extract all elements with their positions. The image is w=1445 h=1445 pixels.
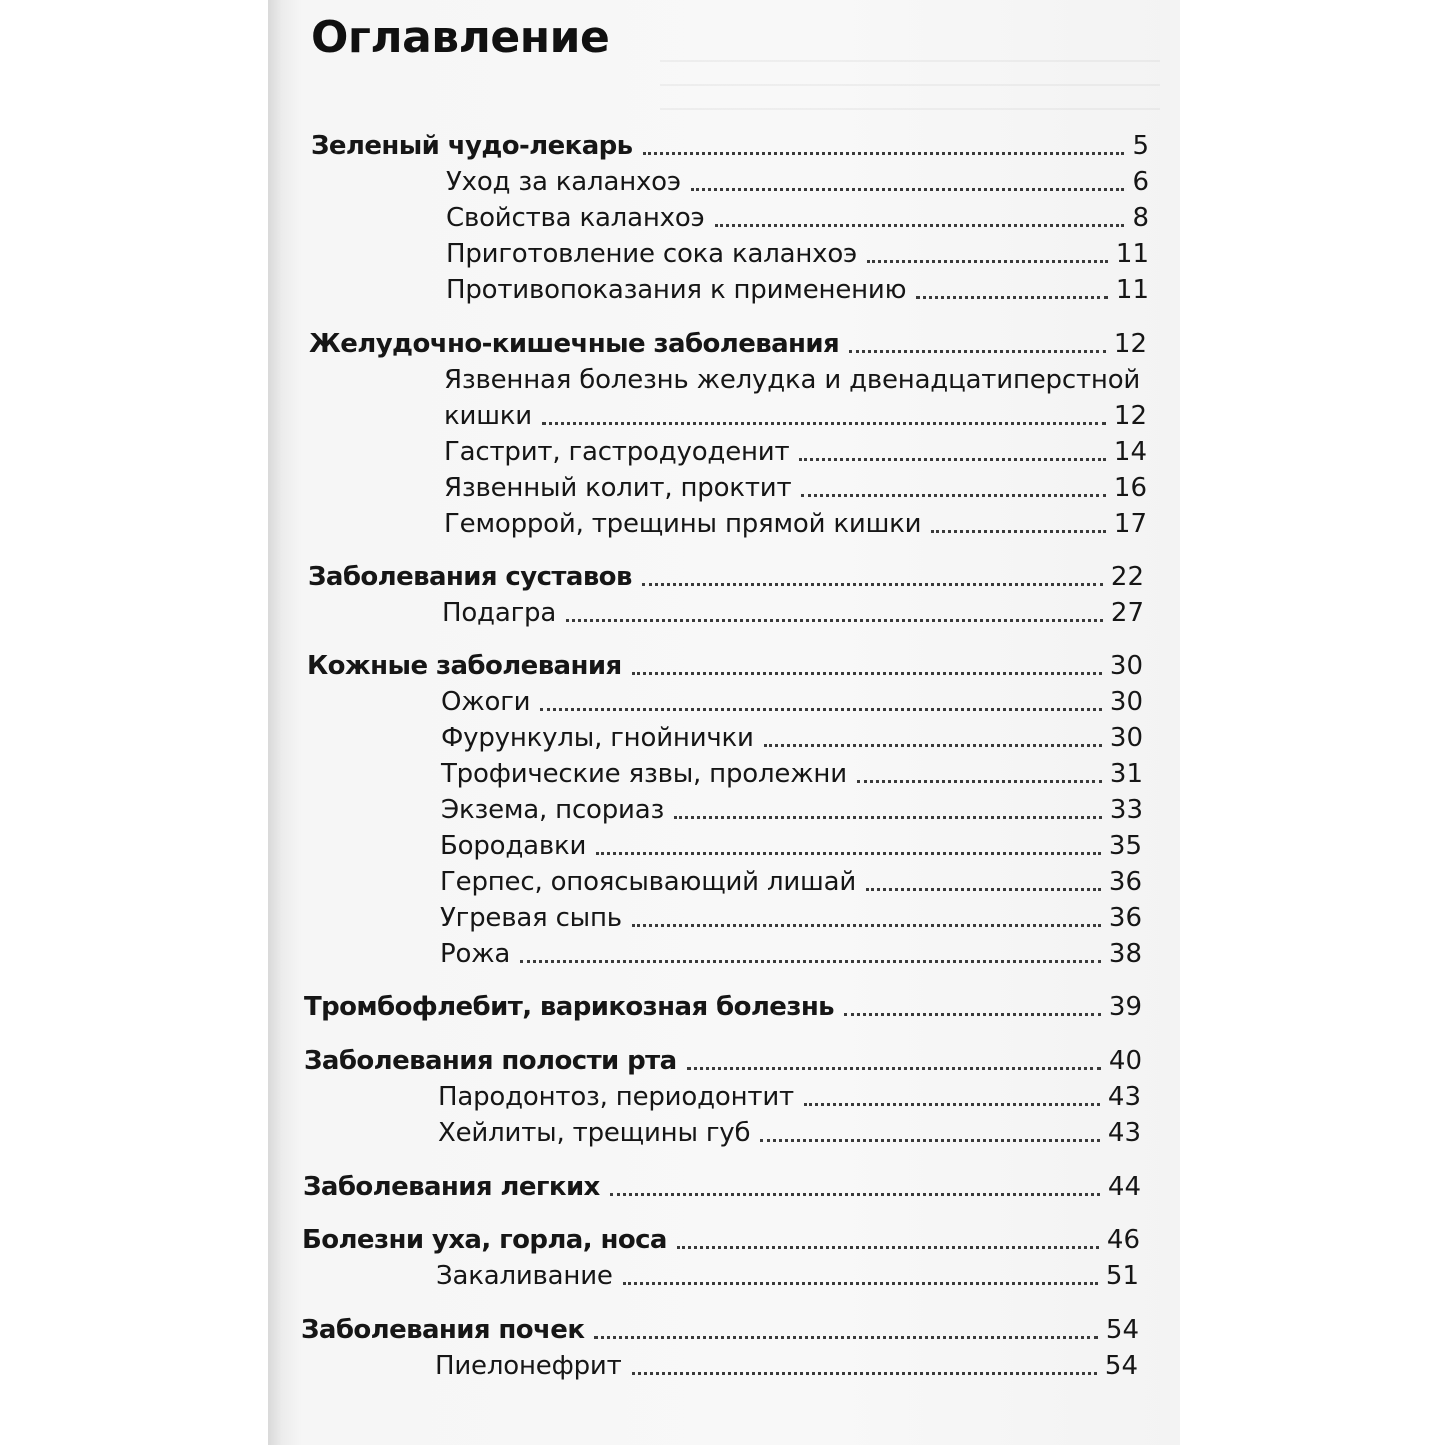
dot-leader — [594, 1336, 1098, 1339]
toc-entry-title: Подагра — [442, 598, 557, 628]
toc-entry-subsection[interactable] — [444, 396, 1147, 432]
dot-leader — [642, 583, 1103, 586]
toc-entry-title: Уход за каланхоэ — [446, 167, 681, 197]
toc-page-number: 27 — [1110, 598, 1144, 628]
toc-entry-section[interactable] — [307, 646, 1143, 682]
toc-page-number: 54 — [1104, 1351, 1138, 1381]
dot-leader — [542, 422, 1106, 425]
dot-leader — [849, 350, 1106, 353]
toc-entry-title: Кожные заболевания — [307, 651, 622, 681]
toc-entry-title: Свойства каланхоэ — [446, 203, 705, 233]
dot-leader — [866, 888, 1101, 891]
toc-entry-subsection[interactable] — [441, 718, 1143, 754]
toc-page-number: 36 — [1108, 867, 1142, 897]
dot-leader — [623, 1282, 1098, 1285]
toc-entry-title: Болезни уха, горла, носа — [302, 1225, 667, 1255]
dot-leader — [677, 1246, 1099, 1249]
toc-entry-subsection[interactable] — [438, 1077, 1141, 1113]
toc-entry-subsection[interactable] — [440, 934, 1142, 970]
toc-entry-title: Заболевания полости рта — [304, 1046, 677, 1076]
toc-entry-subsection[interactable] — [436, 1256, 1139, 1292]
toc-entry-subsection[interactable] — [444, 432, 1147, 468]
toc-entry-title: Геморрой, трещины прямой кишки — [444, 509, 922, 539]
toc-page-number: 8 — [1132, 203, 1149, 233]
toc-entry-title: Пародонтоз, периодонтит — [438, 1082, 794, 1112]
dot-leader — [801, 494, 1106, 497]
toc-entry-title: Тромбофлебит, варикозная болезнь — [304, 992, 835, 1022]
toc-entry-subsection[interactable] — [441, 754, 1143, 790]
toc-entry-section[interactable] — [303, 1167, 1141, 1203]
toc-page-number: 31 — [1109, 759, 1143, 789]
toc-entry-subsection[interactable] — [446, 270, 1149, 306]
toc-entry-title: Хейлиты, трещины губ — [438, 1118, 751, 1148]
dot-leader — [691, 188, 1125, 191]
toc-page-number: 30 — [1109, 687, 1143, 717]
toc-entry-subsection[interactable] — [440, 862, 1142, 898]
toc-entry-subsection[interactable] — [440, 898, 1142, 934]
toc-entry-title: Заболевания суставов — [308, 562, 632, 592]
toc-page-number: 12 — [1113, 329, 1147, 359]
dot-leader — [799, 458, 1105, 461]
toc-entry-title-line1: Язвенная болезнь желудка и двенадцатиперстной — [444, 365, 1141, 395]
dot-leader — [632, 924, 1101, 927]
toc-page-number: 51 — [1105, 1261, 1139, 1291]
dot-leader — [643, 152, 1125, 155]
toc-entry-section[interactable] — [302, 1220, 1140, 1256]
toc-page-number: 46 — [1106, 1225, 1140, 1255]
toc-page-number: 44 — [1107, 1172, 1141, 1202]
toc-page-number: 39 — [1108, 992, 1142, 1022]
toc-page-number: 36 — [1108, 903, 1142, 933]
toc-entry-title: Угревая сыпь — [440, 903, 622, 933]
toc-entry-title: Рожа — [440, 939, 511, 969]
toc-entry-subsection[interactable] — [444, 504, 1147, 540]
toc-page-number: 11 — [1115, 275, 1149, 305]
toc-page-number: 12 — [1113, 401, 1147, 431]
dot-leader — [596, 852, 1101, 855]
toc-entry-title: Гастрит, гастродуоденит — [444, 437, 790, 467]
toc-page-number: 22 — [1110, 562, 1144, 592]
toc-entry-title-line2: кишки — [444, 401, 532, 431]
dot-leader — [540, 708, 1102, 711]
dot-leader — [674, 816, 1102, 819]
toc-entry-subsection[interactable] — [440, 826, 1142, 862]
toc-page-number: 33 — [1109, 795, 1143, 825]
toc-entry-section[interactable] — [311, 126, 1149, 162]
toc-entry-subsection[interactable] — [438, 1113, 1141, 1149]
dot-leader — [867, 260, 1108, 263]
dot-leader — [916, 296, 1108, 299]
toc-entry-subsection[interactable] — [435, 1346, 1138, 1382]
dot-leader — [760, 1139, 1100, 1142]
toc-page-number: 40 — [1108, 1046, 1142, 1076]
toc-entry-title: Фурункулы, гнойнички — [441, 723, 754, 753]
dot-leader — [844, 1013, 1101, 1016]
dot-leader — [566, 619, 1103, 622]
toc-page-number: 38 — [1108, 939, 1142, 969]
toc-entry-title: Закаливание — [436, 1261, 613, 1291]
page-title: Оглавление — [311, 12, 610, 63]
toc-page-number: 35 — [1108, 831, 1142, 861]
toc-entry-title: Бородавки — [440, 831, 587, 861]
toc-entry-title: Заболевания почек — [301, 1315, 585, 1345]
dot-leader — [632, 1372, 1097, 1375]
toc-entry-title: Ожоги — [441, 687, 531, 717]
toc-entry-title: Желудочно-кишечные заболевания — [309, 329, 840, 359]
toc-entry-section[interactable] — [304, 987, 1142, 1023]
toc-page-number: 43 — [1107, 1082, 1141, 1112]
toc-page-number: 30 — [1109, 651, 1143, 681]
toc-page-number: 30 — [1109, 723, 1143, 753]
dot-leader — [632, 672, 1102, 675]
toc-page-number: 17 — [1113, 509, 1147, 539]
dot-leader — [931, 530, 1106, 533]
toc-entry-section[interactable] — [309, 324, 1147, 360]
dot-leader — [610, 1193, 1100, 1196]
dot-leader — [687, 1067, 1101, 1070]
toc-entry-title: Экзема, псориаз — [441, 795, 665, 825]
toc-entry-title: Пиелонефрит — [435, 1351, 622, 1381]
toc-entry-subsection[interactable] — [441, 790, 1143, 826]
toc-page-number: 11 — [1115, 239, 1149, 269]
bleed-through-text — [660, 60, 1160, 120]
dot-leader — [715, 224, 1125, 227]
dot-leader — [804, 1103, 1100, 1106]
toc-entry-subsection[interactable] — [441, 682, 1143, 718]
toc-page-number: 43 — [1107, 1118, 1141, 1148]
toc-entry-title: Трофические язвы, пролежни — [441, 759, 847, 789]
dot-leader — [857, 780, 1102, 783]
toc-page-number: 54 — [1105, 1315, 1139, 1345]
toc-entry-section[interactable] — [301, 1310, 1139, 1346]
toc-page-number: 6 — [1132, 167, 1149, 197]
toc-entry-section[interactable] — [304, 1041, 1142, 1077]
toc-entry-subsection[interactable] — [446, 234, 1149, 270]
toc-entry-title: Противопоказания к применению — [446, 275, 907, 305]
toc-entry-title: Заболевания легких — [303, 1172, 600, 1202]
toc-entry-title: Герпес, опоясывающий лишай — [440, 867, 857, 897]
toc-entry-title: Зеленый чудо-лекарь — [311, 131, 633, 161]
toc-entry-subsection[interactable] — [446, 162, 1149, 198]
toc-entry-subsection[interactable] — [444, 468, 1147, 504]
toc-page-number: 5 — [1132, 131, 1149, 161]
toc-entry-section[interactable] — [308, 557, 1144, 593]
toc-page-number: 16 — [1113, 473, 1147, 503]
toc-entry-title: Приготовление сока каланхоэ — [446, 239, 858, 269]
dot-leader — [764, 744, 1102, 747]
dot-leader — [520, 960, 1101, 963]
toc-entry-subsection[interactable] — [446, 198, 1149, 234]
toc-entry-subsection[interactable] — [442, 593, 1144, 629]
toc-entry-title: Язвенный колит, проктит — [444, 473, 792, 503]
toc-page-number: 14 — [1113, 437, 1147, 467]
